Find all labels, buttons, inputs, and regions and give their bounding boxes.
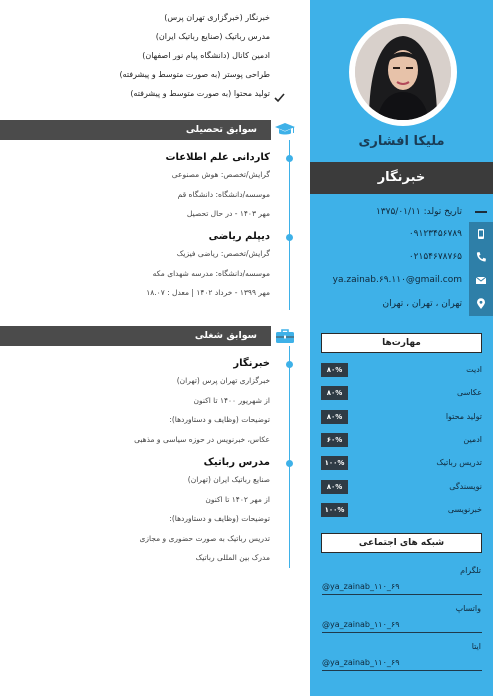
skill-level-badge: ۸۰% [321, 480, 348, 494]
avatar [355, 24, 451, 120]
skill-row [321, 410, 482, 424]
jobs-entry-line: تدریس رباتیک به صورت حضوری و مجازی [139, 533, 270, 543]
mail-icon [469, 268, 493, 292]
jobs-entry-line: توضیحات (وظایف و دستاوردها): [169, 514, 270, 523]
skill-label: ادمین [463, 434, 482, 444]
check-icon [274, 88, 285, 99]
skill-row [321, 433, 482, 447]
contact-email [310, 268, 493, 292]
education-entry-line: مهر ۱۴۰۳ - در حال تحصیل [186, 209, 270, 218]
education-section-bar [0, 120, 271, 140]
minus-icon [469, 200, 493, 224]
education-entry-title: کاردانی علم اطلاعات [165, 152, 270, 163]
education-timeline [289, 140, 290, 310]
graduation-cap-icon [273, 120, 297, 140]
location-pin-icon [469, 292, 493, 316]
jobs-timeline-dot [286, 460, 293, 467]
skill-label: خبرنویسی [447, 504, 482, 514]
phone-number[interactable]: ۰۲۱۵۴۶۷۸۷۶۵ [408, 252, 462, 262]
address: تهران ، تهران ، تهران [382, 299, 462, 309]
social-label: تلگرام [460, 566, 481, 575]
skill-row [321, 503, 482, 517]
briefcase-icon [273, 326, 297, 346]
education-entry-line: موسسه/دانشگاه: دانشگاه قم [177, 189, 270, 199]
skill-label: ادیت [466, 365, 482, 374]
skill-label: تدریس رباتیک [436, 458, 482, 468]
skill-level-badge: ۸۰% [321, 386, 348, 400]
summary-line: مدرس رباتیک (صنایع رباتیک ایران) [155, 32, 270, 41]
email-address[interactable]: ya.zainab.۶۹.۱۱۰@gmail.com [332, 275, 462, 285]
summary-line: خبرنگار (خبرگزاری تهران پرس) [164, 13, 270, 22]
social-handle[interactable]: @ya_zainab_۱۱۰_۶۹ [322, 620, 400, 629]
jobs-entry-line: عکاس، خبرنویس در حوزه سیاسی و مذهبی [134, 434, 270, 444]
jobs-entry-line: خبرگزاری تهران پرس (تهران) [176, 376, 270, 385]
education-entry-line: گرایش/تخصص: هوش مصنوعی [171, 170, 270, 179]
profile-name: ملیکا افشاری [358, 134, 445, 149]
jobs-entry-title: مدرس رباتیک [203, 457, 270, 468]
contact-phone [310, 245, 493, 269]
jobs-entry-line: از شهریور ۱۴۰۰ تا اکنون [193, 395, 270, 405]
jobs-timeline-dot [286, 361, 293, 368]
jobs-entry-title: خبرنگار [233, 358, 270, 369]
skill-label: تولید محتوا [445, 411, 482, 421]
social-divider [322, 594, 482, 595]
summary-line: طراحی پوستر (به صورت متوسط و پیشرفته) [119, 70, 270, 79]
contact-mobile [310, 222, 493, 246]
education-entry-line: مهر ۱۳۹۹ - خرداد ۱۴۰۲ | معدل : ۱۸.۰۷ [146, 288, 270, 297]
sidebar [310, 0, 493, 696]
jobs-section-title: سوابق شغلی [194, 330, 257, 341]
education-timeline-dot [286, 234, 293, 241]
jobs-entry-line: صنایع رباتیک ایران (تهران) [187, 475, 270, 484]
jobs-entry-line: توضیحات (وظایف و دستاوردها): [169, 415, 270, 424]
skill-row [321, 480, 482, 494]
skill-row [321, 386, 482, 400]
skill-level-badge: ۸۰% [321, 363, 348, 377]
contact-address [310, 292, 493, 316]
jobs-entry-line: مدرک بین المللی رباتیک [195, 553, 270, 562]
avatar-frame [349, 18, 457, 126]
jobs-timeline [289, 346, 290, 568]
social-handle[interactable]: @ya_zainab_۱۱۰_۶۹ [322, 582, 400, 591]
mobile-number[interactable]: ۰۹۱۲۳۴۵۶۷۸۹ [408, 229, 462, 239]
social-label: ایتا [471, 642, 481, 651]
skill-row [321, 363, 482, 377]
social-divider [322, 632, 482, 633]
skills-heading: مهارت‌ها [321, 333, 482, 353]
social-handle[interactable]: @ya_zainab_۱۱۰_۶۹ [322, 658, 400, 667]
education-entry-title: دیپلم ریاضی [208, 231, 270, 242]
education-timeline-dot [286, 155, 293, 162]
skill-level-badge: ۸۰% [321, 410, 348, 424]
social-heading: شبکه های اجتماعی [321, 533, 482, 553]
social-divider [322, 670, 482, 671]
skill-level-badge: ۱۰۰% [321, 503, 348, 517]
summary-line: ادمین کانال (دانشگاه پیام نور اصفهان) [142, 51, 270, 60]
contact-birth [310, 200, 493, 224]
skill-level-badge: ۶۰% [321, 433, 348, 447]
profile-role: خبرنگار [310, 162, 493, 194]
education-entry-line: موسسه/دانشگاه: مدرسه شهدای مکه [152, 268, 270, 278]
skill-row [321, 456, 482, 470]
avatar-photo-icon [355, 24, 451, 120]
summary-line: تولید محتوا (به صورت متوسط و پیشرفته) [130, 89, 270, 98]
education-entry-line: گرایش/تخصص: ریاضی فیزیک [176, 249, 270, 258]
phone-icon [469, 245, 493, 269]
social-label: واتساپ [455, 604, 481, 613]
jobs-entry-line: از مهر ۱۴۰۲ تا اکنون [205, 494, 270, 504]
skill-label: عکاسی [457, 388, 482, 398]
skill-label: نویسندگی [449, 481, 482, 491]
education-section-title: سوابق تحصیلی [185, 124, 257, 135]
jobs-section-bar [0, 326, 271, 346]
birth-date: تاریخ تولد: ۱۳۷۵/۰۱/۱۱ [375, 207, 462, 217]
skill-level-badge: ۱۰۰% [321, 456, 348, 470]
mobile-icon [469, 222, 493, 246]
